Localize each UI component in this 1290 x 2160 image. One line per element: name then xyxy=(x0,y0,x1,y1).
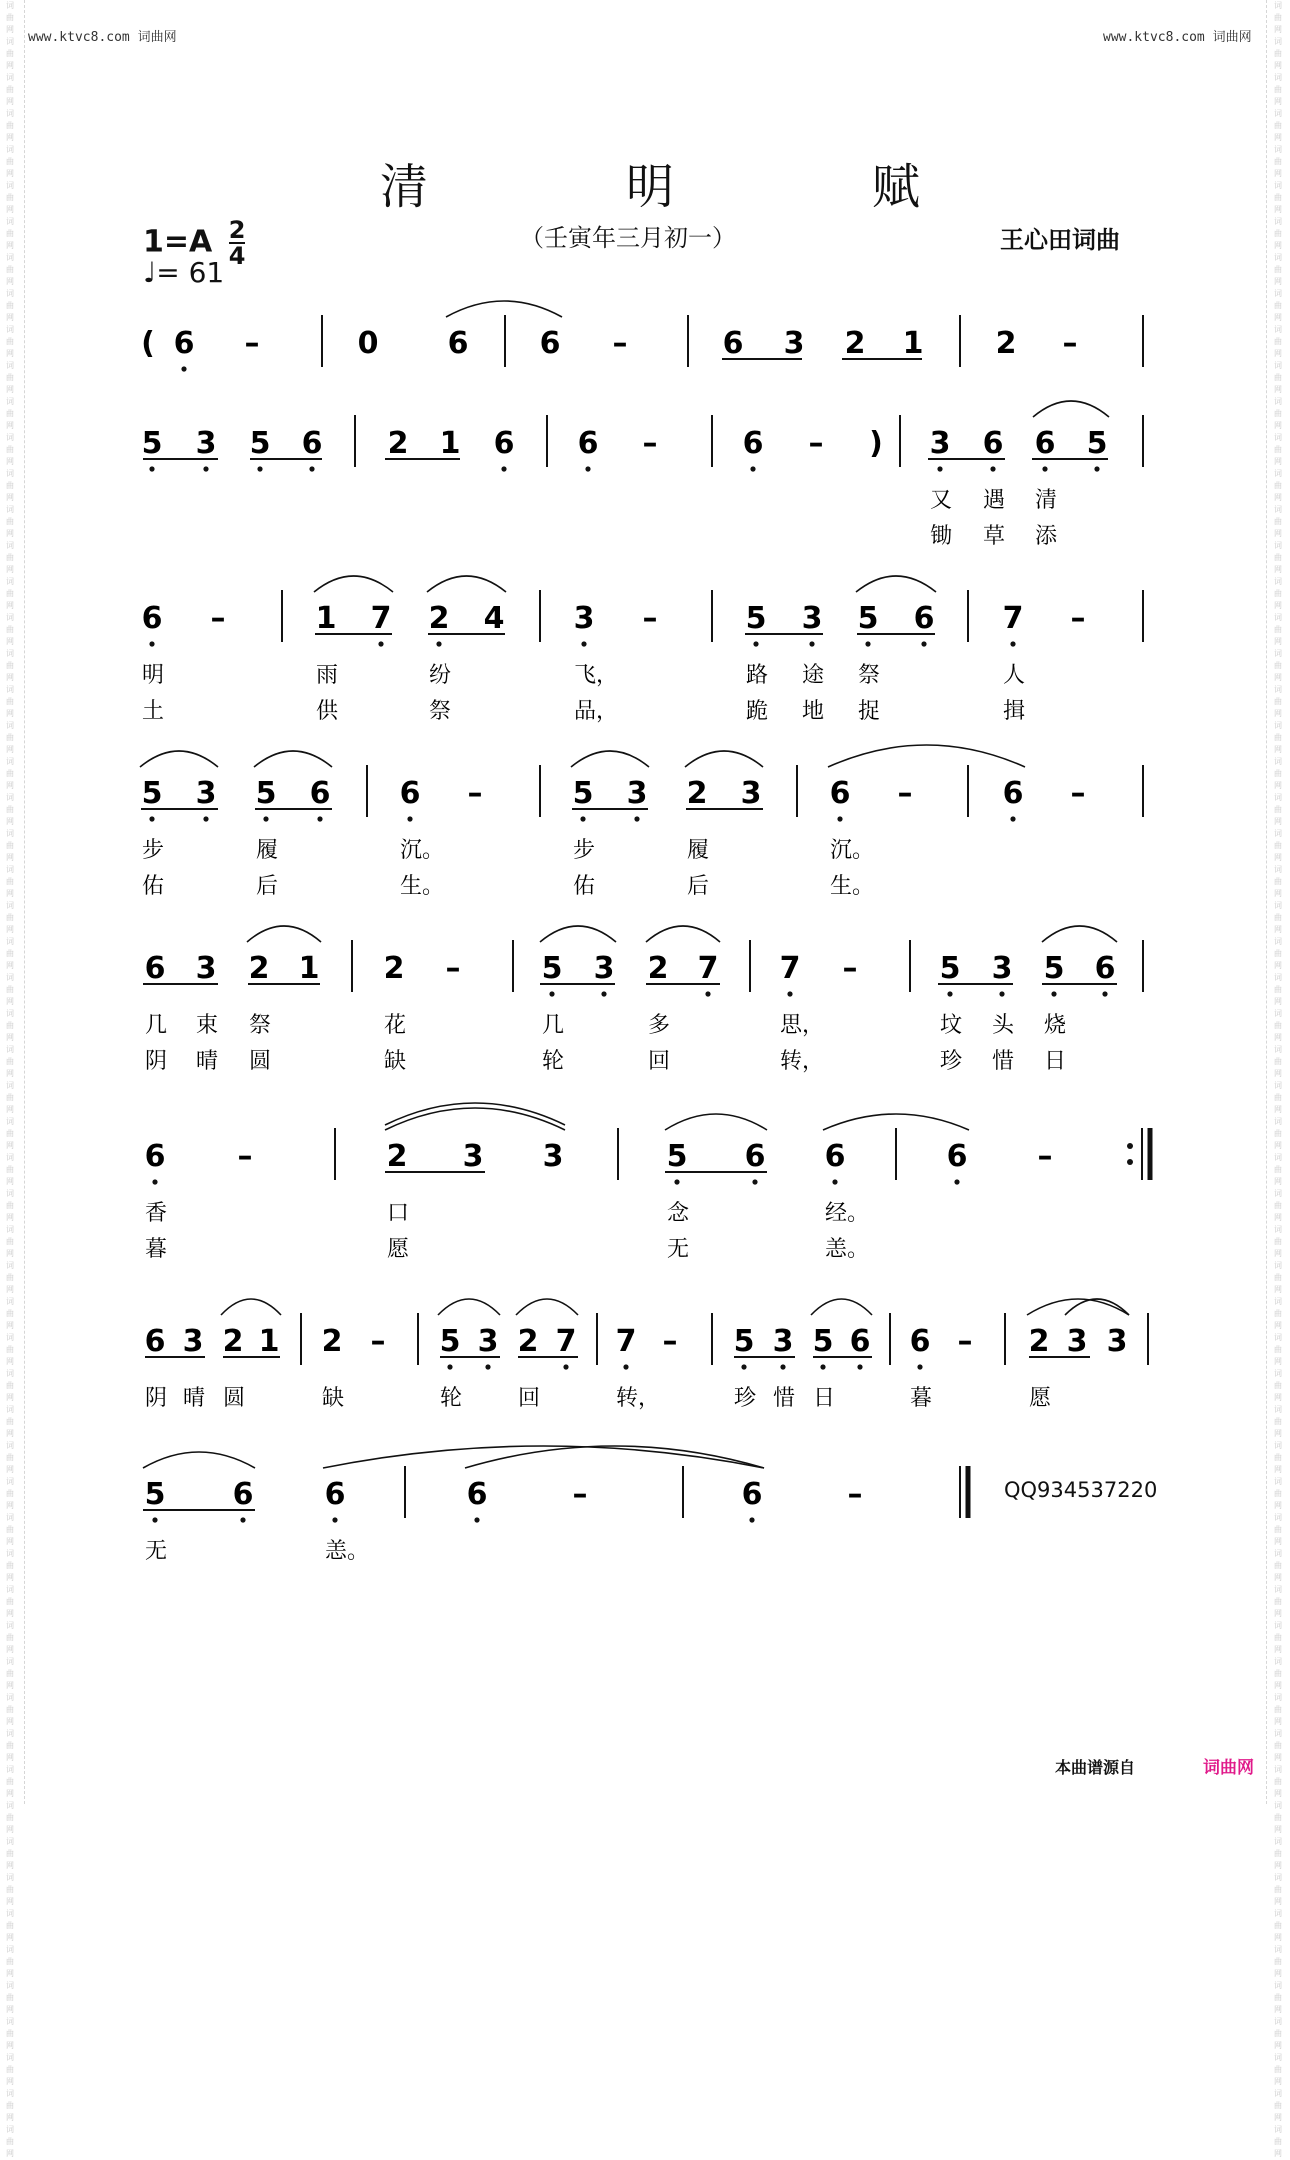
slur xyxy=(571,751,649,767)
lyric: 几 xyxy=(145,1013,168,1038)
key-label: 1=A xyxy=(143,224,213,260)
lyric: 揖 xyxy=(1003,699,1026,724)
low-octave-dot xyxy=(407,816,412,821)
slur xyxy=(143,1452,255,1468)
repeat-dot xyxy=(1127,1143,1133,1149)
note: 4 xyxy=(483,601,505,636)
slur xyxy=(221,1299,281,1315)
note: 5 xyxy=(745,601,767,636)
lyric: 纷 xyxy=(429,663,452,688)
note: 6 xyxy=(301,426,323,461)
note: 5 xyxy=(1086,426,1108,461)
lyric: 香 xyxy=(145,1201,168,1226)
note: 6 xyxy=(849,1324,871,1359)
note: 1 xyxy=(902,326,924,361)
note: 2 xyxy=(383,951,405,986)
lyric: 佑 xyxy=(142,874,165,899)
lyric: 祭 xyxy=(249,1013,272,1038)
lyric: 沉。 xyxy=(400,838,445,863)
quarter-note-icon: ♩ xyxy=(143,256,157,289)
slur xyxy=(465,1446,764,1468)
note: – xyxy=(897,776,913,811)
low-octave-dot xyxy=(832,1179,837,1184)
low-octave-dot xyxy=(263,816,268,821)
slur xyxy=(811,1299,872,1315)
lyric: 跪 xyxy=(746,699,769,724)
note: 6 xyxy=(399,776,421,811)
low-octave-dot xyxy=(203,816,208,821)
note: 6 xyxy=(324,1477,346,1512)
note: 5 xyxy=(144,1477,166,1512)
footer-source: 本曲谱源自 xyxy=(1055,1758,1136,1777)
note: 3 xyxy=(195,426,217,461)
note: 5 xyxy=(733,1324,755,1359)
low-octave-dot xyxy=(705,991,710,996)
note: ) xyxy=(869,426,883,461)
lyric: 珍 xyxy=(940,1049,963,1074)
note: 6 xyxy=(741,1477,763,1512)
lyric: 履 xyxy=(687,838,710,863)
note: 3 xyxy=(929,426,951,461)
note: 3 xyxy=(195,776,217,811)
note: 2 xyxy=(222,1324,244,1359)
lyric: 又 xyxy=(930,488,953,513)
slur xyxy=(1033,401,1109,417)
low-octave-dot xyxy=(865,641,870,646)
lyric: 飞， xyxy=(574,663,619,688)
lyric: 遇 xyxy=(983,488,1006,513)
note: 7 xyxy=(1002,601,1024,636)
lyric: 供 xyxy=(316,699,339,724)
watermark-left: www.ktvc8.com 词曲网 xyxy=(28,30,177,45)
low-octave-dot xyxy=(999,991,1004,996)
note: 1 xyxy=(298,951,320,986)
lyric: 口 xyxy=(387,1201,410,1226)
note: 3 xyxy=(195,951,217,986)
note: – xyxy=(612,326,628,361)
lyric: 祭 xyxy=(429,699,452,724)
slur xyxy=(685,751,763,767)
note: 6 xyxy=(144,1324,166,1359)
title-char: 赋 xyxy=(871,159,920,215)
low-octave-dot xyxy=(581,641,586,646)
lyric: 后 xyxy=(687,874,710,899)
note: 3 xyxy=(477,1324,499,1359)
lyric: 无 xyxy=(667,1237,690,1262)
note: 6 xyxy=(539,326,561,361)
note: 6 xyxy=(909,1324,931,1359)
low-octave-dot xyxy=(1010,816,1015,821)
note: – xyxy=(467,776,483,811)
slur xyxy=(1027,1299,1129,1315)
lyric: 佑 xyxy=(573,874,596,899)
lyric: 祭 xyxy=(858,663,881,688)
low-octave-dot xyxy=(436,641,441,646)
note: 3 xyxy=(783,326,805,361)
lyric: 品， xyxy=(574,699,619,724)
lyric: 经。 xyxy=(825,1201,870,1226)
lyric: 回 xyxy=(648,1049,671,1074)
lyric: 清 xyxy=(1035,488,1058,513)
note: 5 xyxy=(439,1324,461,1359)
slur xyxy=(254,751,332,767)
note: – xyxy=(244,326,260,361)
slur xyxy=(516,1299,578,1315)
low-octave-dot xyxy=(921,641,926,646)
note: – xyxy=(662,1324,678,1359)
low-octave-dot xyxy=(549,991,554,996)
note: 7 xyxy=(779,951,801,986)
note: 2 xyxy=(1028,1324,1050,1359)
lyric: 念 xyxy=(667,1201,690,1226)
note: – xyxy=(842,951,858,986)
lyric: 地 xyxy=(802,699,825,724)
note: 2 xyxy=(321,1324,343,1359)
tempo-value: = 61 xyxy=(156,256,225,289)
slur xyxy=(665,1114,767,1130)
low-octave-dot xyxy=(257,466,262,471)
lyric: 惜 xyxy=(773,1386,796,1411)
title-char: 明 xyxy=(625,159,674,215)
low-octave-dot xyxy=(332,1517,337,1522)
note: 5 xyxy=(541,951,563,986)
low-octave-dot xyxy=(501,466,506,471)
slur xyxy=(856,576,936,592)
low-octave-dot xyxy=(585,466,590,471)
note: 6 xyxy=(824,1139,846,1174)
lyric: 锄 xyxy=(930,524,953,549)
low-octave-dot xyxy=(1010,641,1015,646)
slur xyxy=(646,926,720,942)
low-octave-dot xyxy=(152,1179,157,1184)
low-octave-dot xyxy=(954,1179,959,1184)
lyric: 缺 xyxy=(384,1049,407,1074)
note: – xyxy=(957,1324,973,1359)
note: 6 xyxy=(466,1477,488,1512)
lyric: 步 xyxy=(142,838,165,863)
note: ( xyxy=(141,326,155,361)
note: 6 xyxy=(493,426,515,461)
lyric: 恙。 xyxy=(825,1237,870,1262)
watermark-right: www.ktvc8.com 词曲网 xyxy=(1103,30,1252,45)
lyric: 路 xyxy=(746,663,769,688)
lyric: 头 xyxy=(992,1013,1015,1038)
note: 3 xyxy=(1106,1324,1128,1359)
low-octave-dot xyxy=(753,641,758,646)
lyric: 无 xyxy=(145,1539,168,1564)
lyric: 珍 xyxy=(734,1386,757,1411)
lyric: 圆 xyxy=(223,1386,246,1411)
side-watermark-right: 词曲网词曲网词曲网词曲网词曲网词曲网词曲网词曲网词曲网词曲网词曲网词曲网词曲网词曲网词曲网词曲网词曲网词曲网词曲网词曲网词曲网词曲网词曲网词曲网词曲网词曲网词曲网词曲网词曲网词曲网词曲网词曲网词曲网词曲网词曲网词曲网词曲网词曲网词曲网词曲网词曲网词曲网词曲网词曲网词曲网词曲网词曲网词曲网词曲网词曲网词曲网词曲网词曲网词曲网词曲网词曲网词曲网词曲网词曲网词曲网 xyxy=(1274,1,1282,2158)
side-watermark-left: 词曲网词曲网词曲网词曲网词曲网词曲网词曲网词曲网词曲网词曲网词曲网词曲网词曲网词曲网词曲网词曲网词曲网词曲网词曲网词曲网词曲网词曲网词曲网词曲网词曲网词曲网词曲网词曲网词曲网词曲网词曲网词曲网词曲网词曲网词曲网词曲网词曲网词曲网词曲网词曲网词曲网词曲网词曲网词曲网词曲网词曲网词曲网词曲网词曲网词曲网词曲网词曲网词曲网词曲网词曲网词曲网词曲网词曲网词曲网词曲网 xyxy=(6,1,14,2158)
note: 6 xyxy=(1094,951,1116,986)
note: 0 xyxy=(357,326,379,361)
note: 7 xyxy=(370,601,392,636)
lyric: 束 xyxy=(196,1013,219,1038)
note: 5 xyxy=(141,776,163,811)
note: 2 xyxy=(686,776,708,811)
note: 5 xyxy=(141,426,163,461)
note: 7 xyxy=(555,1324,577,1359)
note: 7 xyxy=(615,1324,637,1359)
low-octave-dot xyxy=(947,991,952,996)
note: 2 xyxy=(647,951,669,986)
lyric: 愿 xyxy=(387,1237,410,1262)
low-octave-dot xyxy=(990,466,995,471)
low-octave-dot xyxy=(601,991,606,996)
note: 3 xyxy=(542,1139,564,1174)
slur xyxy=(385,1103,565,1125)
note: 5 xyxy=(666,1139,688,1174)
lyric: 生。 xyxy=(400,874,445,899)
lyric: 转， xyxy=(616,1386,661,1411)
lyric: 土 xyxy=(142,699,165,724)
note: – xyxy=(572,1477,588,1512)
low-octave-dot xyxy=(149,466,154,471)
note: 1 xyxy=(258,1324,280,1359)
note: – xyxy=(808,426,824,461)
low-octave-dot xyxy=(917,1364,922,1369)
lyric: 途 xyxy=(802,663,825,688)
note: 3 xyxy=(801,601,823,636)
lyric: 阴 xyxy=(145,1386,168,1411)
low-octave-dot xyxy=(809,641,814,646)
slur xyxy=(823,1114,969,1130)
note: 6 xyxy=(1002,776,1024,811)
note: 3 xyxy=(462,1139,484,1174)
low-octave-dot xyxy=(1042,466,1047,471)
lyric: 花 xyxy=(384,1013,407,1038)
low-octave-dot xyxy=(857,1364,862,1369)
note: 3 xyxy=(1066,1324,1088,1359)
lyric: 多 xyxy=(648,1013,671,1038)
note: 2 xyxy=(995,326,1017,361)
note: 2 xyxy=(387,426,409,461)
lyric: 日 xyxy=(1044,1049,1067,1074)
note: – xyxy=(445,951,461,986)
low-octave-dot xyxy=(937,466,942,471)
note: 6 xyxy=(744,1139,766,1174)
note: – xyxy=(1070,776,1086,811)
note: 6 xyxy=(141,601,163,636)
note: 6 xyxy=(232,1477,254,1512)
low-octave-dot xyxy=(149,816,154,821)
lyric: 恙。 xyxy=(325,1539,370,1564)
note: 2 xyxy=(386,1139,408,1174)
note: – xyxy=(210,601,226,636)
slur xyxy=(323,1446,764,1468)
low-octave-dot xyxy=(674,1179,679,1184)
low-octave-dot xyxy=(309,466,314,471)
note: – xyxy=(642,426,658,461)
note: 5 xyxy=(857,601,879,636)
low-octave-dot xyxy=(203,466,208,471)
note: 3 xyxy=(573,601,595,636)
lyric: 捉 xyxy=(858,699,881,724)
note: – xyxy=(1070,601,1086,636)
lyric: 沉。 xyxy=(830,838,875,863)
lyric: 阴 xyxy=(145,1049,168,1074)
low-octave-dot xyxy=(447,1364,452,1369)
time-bottom: 4 xyxy=(228,242,246,270)
lyric: 几 xyxy=(542,1013,565,1038)
composer: 王心田词曲 xyxy=(1000,226,1120,254)
slur xyxy=(1042,926,1117,942)
note: 5 xyxy=(939,951,961,986)
low-octave-dot xyxy=(1102,991,1107,996)
lyric: 日 xyxy=(813,1386,836,1411)
low-octave-dot xyxy=(837,816,842,821)
note: 3 xyxy=(626,776,648,811)
low-octave-dot xyxy=(485,1364,490,1369)
low-octave-dot xyxy=(240,1517,245,1522)
note: – xyxy=(237,1139,253,1174)
note: 6 xyxy=(742,426,764,461)
low-octave-dot xyxy=(152,1517,157,1522)
slur xyxy=(438,1299,500,1315)
lyric: 雨 xyxy=(316,663,339,688)
note: – xyxy=(847,1477,863,1512)
low-octave-dot xyxy=(378,641,383,646)
low-octave-dot xyxy=(741,1364,746,1369)
note: 1 xyxy=(315,601,337,636)
lyric: 步 xyxy=(573,838,596,863)
note: 3 xyxy=(182,1324,204,1359)
low-octave-dot xyxy=(780,1364,785,1369)
lyric: 烧 xyxy=(1044,1013,1067,1038)
note: 7 xyxy=(697,951,719,986)
lyric: 后 xyxy=(256,874,279,899)
note: 1 xyxy=(439,426,461,461)
time-top: 2 xyxy=(228,216,246,244)
low-octave-dot xyxy=(317,816,322,821)
note: 5 xyxy=(572,776,594,811)
low-octave-dot xyxy=(580,816,585,821)
low-octave-dot xyxy=(474,1517,479,1522)
note: 6 xyxy=(913,601,935,636)
low-octave-dot xyxy=(752,1179,757,1184)
lyric: 暮 xyxy=(910,1386,933,1411)
note: 2 xyxy=(428,601,450,636)
slur xyxy=(427,576,506,592)
note: 6 xyxy=(982,426,1004,461)
lyric: 圆 xyxy=(249,1049,272,1074)
lyric: 人 xyxy=(1003,663,1026,688)
lyric: 晴 xyxy=(196,1049,219,1074)
lyric: 添 xyxy=(1035,524,1058,549)
slur xyxy=(247,926,321,942)
note: 5 xyxy=(255,776,277,811)
slur xyxy=(446,301,562,317)
slur xyxy=(385,1108,565,1130)
note: 2 xyxy=(517,1324,539,1359)
title-char: 清 xyxy=(380,159,429,215)
lyric: 缺 xyxy=(322,1386,345,1411)
note: 2 xyxy=(248,951,270,986)
lyric: 明 xyxy=(142,663,165,688)
note: 6 xyxy=(447,326,469,361)
low-octave-dot xyxy=(1051,991,1056,996)
lyric: 草 xyxy=(983,524,1006,549)
low-octave-dot xyxy=(750,466,755,471)
repeat-dot xyxy=(1127,1159,1133,1165)
note: – xyxy=(1037,1139,1053,1174)
note: 6 xyxy=(1034,426,1056,461)
note: – xyxy=(642,601,658,636)
note: 2 xyxy=(844,326,866,361)
note: 6 xyxy=(577,426,599,461)
low-octave-dot xyxy=(623,1364,628,1369)
note: 5 xyxy=(812,1324,834,1359)
low-octave-dot xyxy=(181,366,186,371)
slur xyxy=(828,745,1025,767)
note: – xyxy=(1062,326,1078,361)
note: 5 xyxy=(249,426,271,461)
lyric: 坟 xyxy=(940,1013,963,1038)
low-octave-dot xyxy=(149,641,154,646)
low-octave-dot xyxy=(749,1517,754,1522)
note: 6 xyxy=(173,326,195,361)
lyric: 轮 xyxy=(542,1049,565,1074)
low-octave-dot xyxy=(563,1364,568,1369)
note: 3 xyxy=(772,1324,794,1359)
note: 3 xyxy=(593,951,615,986)
note: 6 xyxy=(309,776,331,811)
note: 6 xyxy=(144,1139,166,1174)
lyric: 思， xyxy=(780,1013,825,1038)
note: 5 xyxy=(1043,951,1065,986)
note: 6 xyxy=(144,951,166,986)
lyric: 惜 xyxy=(992,1049,1015,1074)
slur xyxy=(140,751,218,767)
qq-number: QQ934537220 xyxy=(1004,1478,1158,1502)
lyric: 愿 xyxy=(1029,1386,1052,1411)
lyric: 轮 xyxy=(440,1386,463,1411)
low-octave-dot xyxy=(820,1364,825,1369)
subtitle: （壬寅年三月初一） xyxy=(520,224,736,252)
slur xyxy=(314,576,393,592)
low-octave-dot xyxy=(1094,466,1099,471)
note: 3 xyxy=(740,776,762,811)
slur xyxy=(540,926,616,942)
note: 3 xyxy=(991,951,1013,986)
low-octave-dot xyxy=(787,991,792,996)
note: – xyxy=(370,1324,386,1359)
note: 6 xyxy=(829,776,851,811)
lyric: 生。 xyxy=(830,874,875,899)
low-octave-dot xyxy=(634,816,639,821)
lyric: 晴 xyxy=(183,1386,206,1411)
footer-site[interactable]: 词曲网 xyxy=(1203,1758,1254,1778)
note: 6 xyxy=(946,1139,968,1174)
lyric: 履 xyxy=(256,838,279,863)
note: 6 xyxy=(722,326,744,361)
lyric: 暮 xyxy=(145,1237,168,1262)
lyric: 转， xyxy=(780,1049,825,1074)
lyric: 回 xyxy=(518,1386,541,1411)
